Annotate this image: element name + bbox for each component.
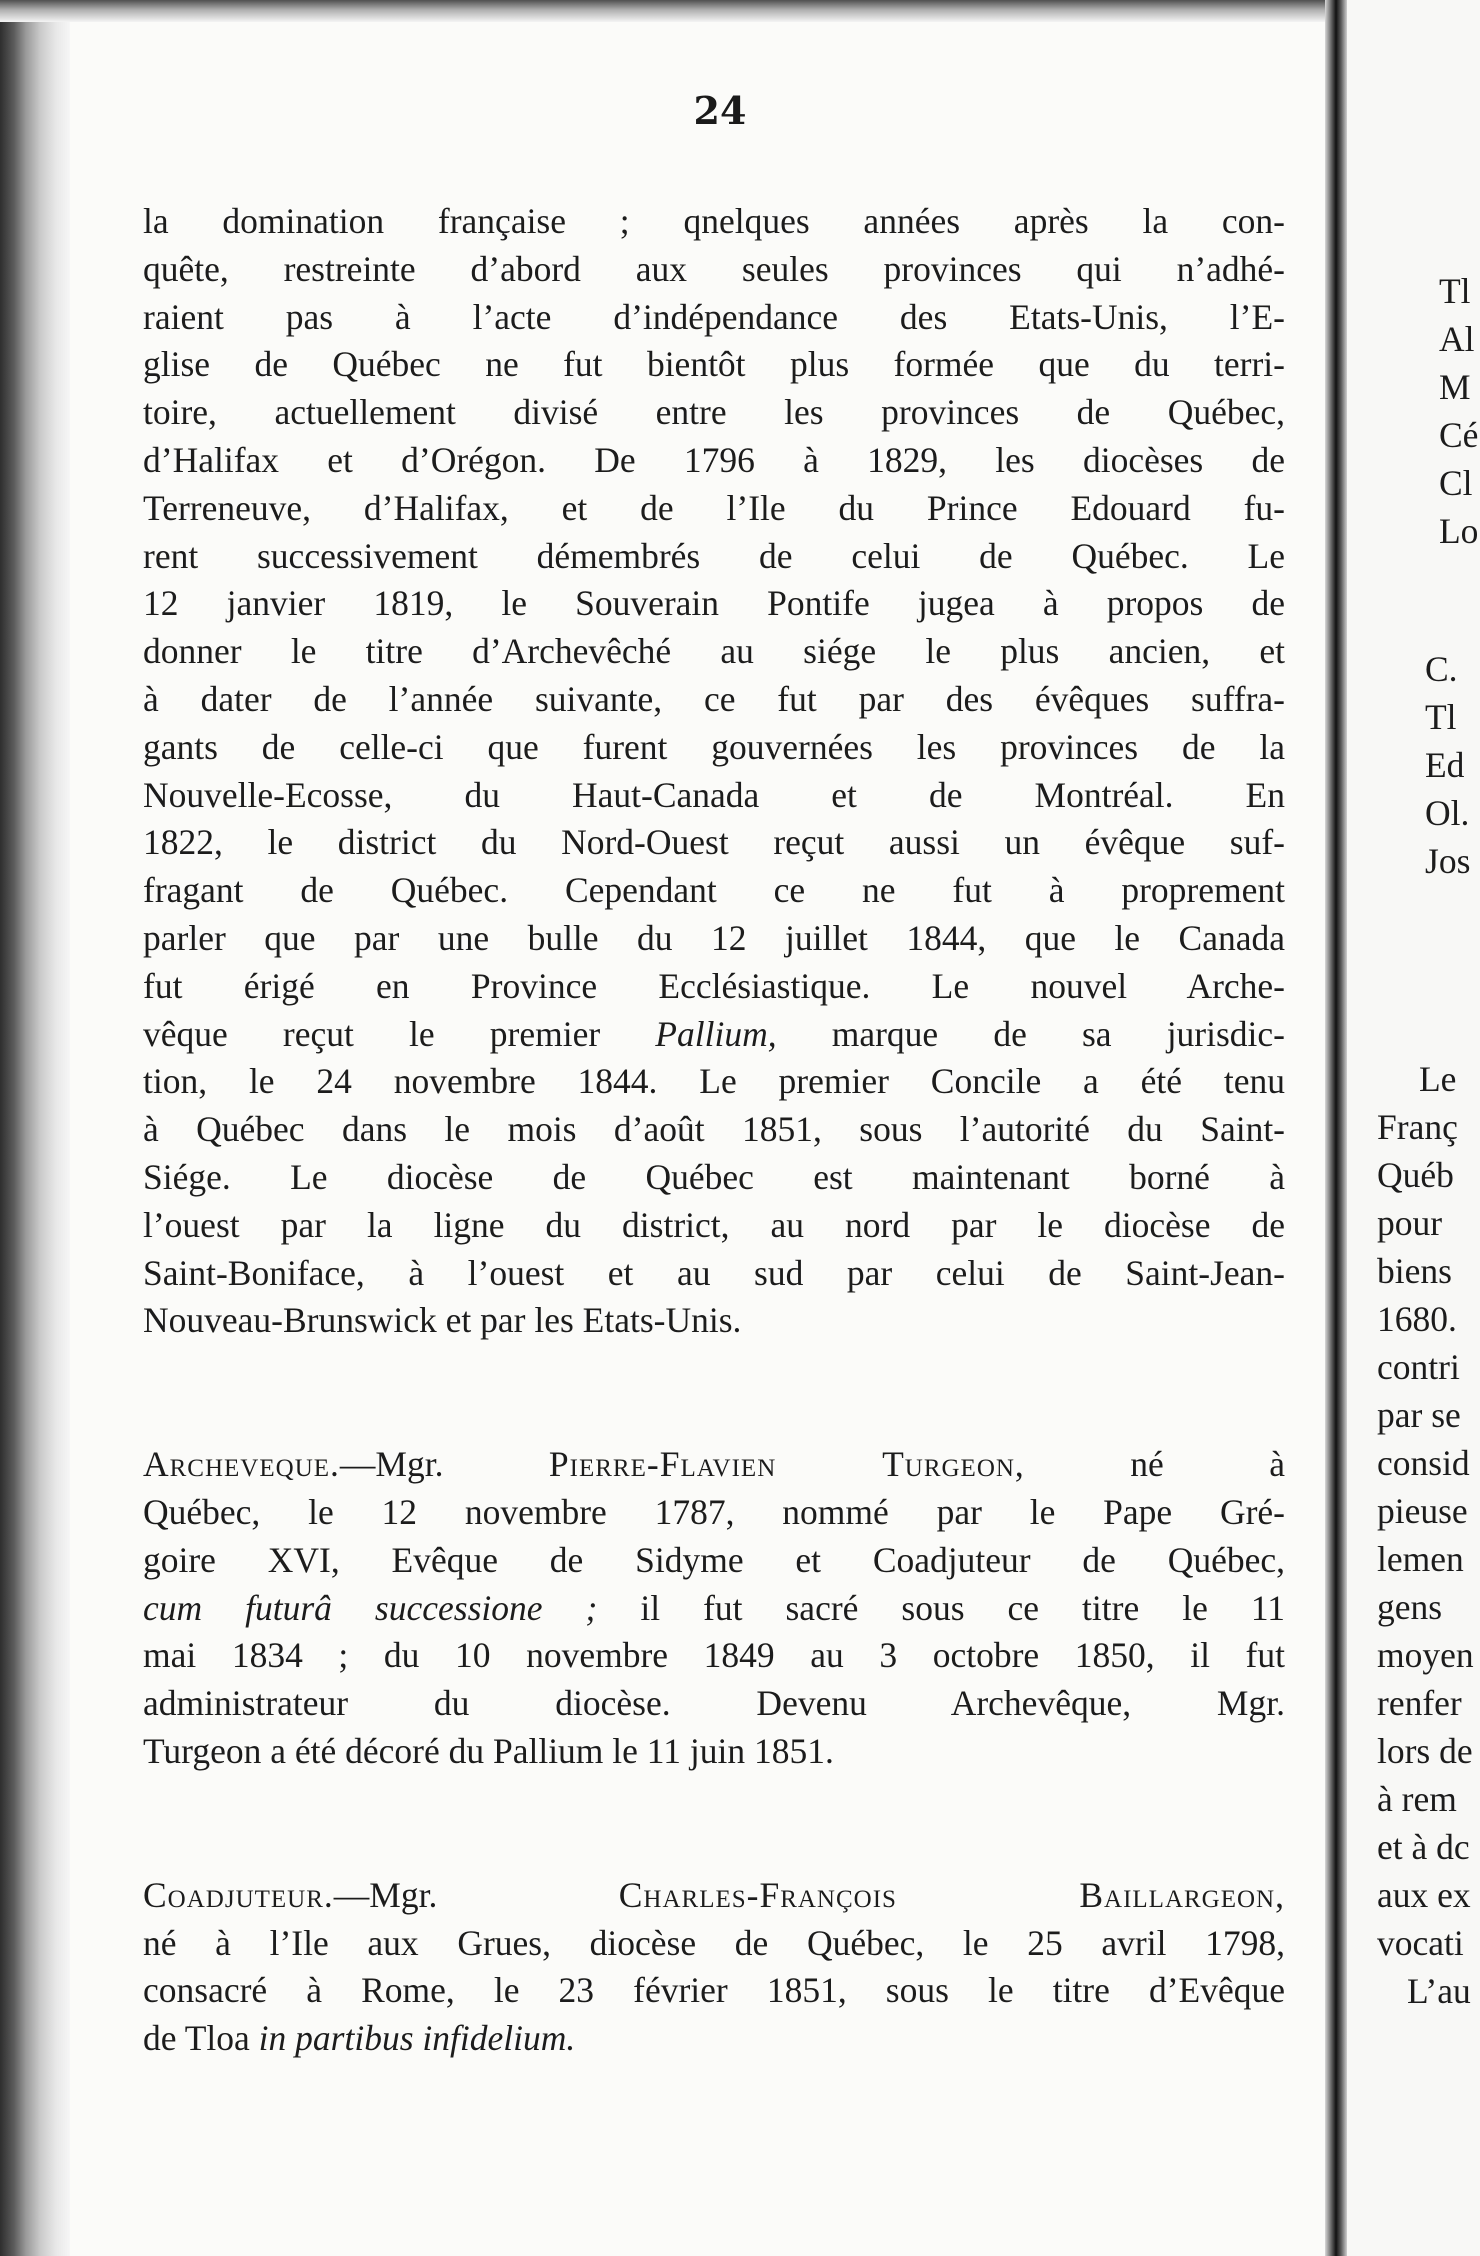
text-run: de Tloa — [143, 2018, 259, 2059]
facing-fragment: Ed — [1425, 745, 1465, 785]
text-line-latin — [143, 1585, 1285, 1633]
text-line: consacré à Rome, le 23 février 1851, sous le titre d’Evêque — [143, 1970, 1285, 2011]
text-line: parler que par une bulle du 12 juillet 1844, que le Canada — [143, 917, 1285, 958]
facing-fragment: contri — [1377, 1347, 1460, 1387]
facing-fragment: à rem — [1377, 1779, 1457, 1819]
entry-coadjuteur — [143, 1872, 1285, 2063]
text-line: Siége. Le diocèse de Québec est maintenant borné à — [143, 1156, 1285, 1197]
facing-fragment: moyen — [1377, 1635, 1474, 1675]
paragraph-spacer — [143, 1345, 1285, 1441]
text-line: quête, restreinte d’abord aux seules provinces qui n’adhé- — [143, 248, 1285, 289]
italic-latin-phrase: in partibus infidelium. — [258, 2018, 576, 2059]
page-body — [143, 198, 1285, 2063]
facing-fragment: Tl — [1439, 271, 1471, 311]
italic-pallium: Pallium, — [655, 1013, 777, 1054]
text-line: tion, le 24 novembre 1844. Le premier Concile a été tenu — [143, 1061, 1285, 1102]
book-gutter — [1325, 0, 1347, 2256]
text-line: glise de Québec ne fut bientôt plus formée que du terri- — [143, 344, 1285, 385]
facing-fragment: par se — [1377, 1395, 1461, 1435]
entry-heading: Archeveque. — [143, 1444, 340, 1485]
text-line: 1822, le district du Nord-Ouest reçut aussi un évêque suf- — [143, 822, 1285, 863]
facing-fragment: Ol. — [1425, 793, 1470, 833]
text-line: à dater de l’année suivante, ce fut par des évêques suffra- — [143, 678, 1285, 719]
text-line: l’ouest par la ligne du district, au nord par le diocèse de — [143, 1204, 1285, 1245]
text-run: né à — [1024, 1444, 1285, 1485]
facing-fragment: lemen — [1377, 1539, 1464, 1579]
text-line: Nouveau-Brunswick et par les Etats-Unis. — [143, 1300, 742, 1341]
page-number: 24 — [693, 88, 747, 133]
facing-fragment: vocati — [1377, 1923, 1464, 1963]
facing-fragment: Al — [1439, 319, 1475, 359]
person-name: Pierre-Flavien Turgeon, — [548, 1444, 1025, 1485]
text-run: marque de sa jurisdic- — [776, 1013, 1285, 1054]
text-run: —Mgr. — [339, 1444, 549, 1485]
text-run: —Mgr. — [333, 1874, 619, 1915]
facing-fragment: gens — [1377, 1587, 1443, 1627]
text-line-pallium — [143, 1011, 1285, 1059]
facing-fragment: pieuse — [1377, 1491, 1468, 1531]
text-line: fragant de Québec. Cependant ce ne fut à proprement — [143, 870, 1285, 911]
paragraph-spacer — [143, 1776, 1285, 1872]
facing-fragment: pour — [1377, 1203, 1443, 1243]
person-name: Charles-François Baillargeon, — [618, 1874, 1285, 1915]
paragraph-diocese-history — [143, 198, 1285, 1345]
facing-fragment: C. — [1425, 649, 1458, 689]
text-line: Nouvelle-Ecosse, du Haut-Canada et de Montréal. En — [143, 774, 1285, 815]
text-line: à Québec dans le mois d’août 1851, sous l’autorité du Saint- — [143, 1109, 1285, 1150]
text-line: toire, actuellement divisé entre les provinces de Québec, — [143, 392, 1285, 433]
text-line: mai 1834 ; du 10 novembre 1849 au 3 octobre 1850, il fut — [143, 1635, 1285, 1676]
entry-heading: Coadjuteur. — [143, 1874, 334, 1915]
entry-heading-line — [143, 1872, 1285, 1920]
facing-fragment: Lo — [1439, 511, 1479, 551]
text-line: gants de celle-ci que furent gouvernées les provinces de la — [143, 726, 1285, 767]
entry-archeveque — [143, 1441, 1285, 1776]
italic-latin-phrase: cum futurâ successione ; — [143, 1587, 598, 1628]
text-line: Turgeon a été décoré du Pallium le 11 juin 1851. — [143, 1730, 834, 1771]
facing-fragment: Franç — [1377, 1107, 1458, 1147]
facing-fragment: 1680. — [1377, 1299, 1457, 1339]
facing-fragment: Jos — [1425, 841, 1471, 881]
text-run: il fut sacré sous ce titre le 11 — [597, 1587, 1286, 1628]
facing-fragment: Le — [1419, 1059, 1457, 1099]
facing-fragment: lors de — [1377, 1731, 1473, 1771]
page-edge-left — [0, 0, 70, 2256]
facing-fragment: M — [1439, 367, 1471, 407]
text-line: administrateur du diocèse. Devenu Archevêque, Mgr. — [143, 1683, 1285, 1724]
text-line: Terreneuve, d’Halifax, et de l’Ile du Prince Edouard fu- — [143, 487, 1285, 528]
text-line: d’Halifax et d’Orégon. De 1796 à 1829, les diocèses de — [143, 439, 1285, 480]
facing-page-text — [1347, 0, 1480, 2256]
text-line: né à l’Ile aux Grues, diocèse de Québec, le 25 avril 1798, — [143, 1922, 1285, 1963]
facing-fragment: Tl — [1425, 697, 1457, 737]
text-line: goire XVI, Evêque de Sidyme et Coadjuteur de Québec, — [143, 1539, 1285, 1580]
text-line: la domination française ; qnelques années après la con- — [143, 201, 1285, 241]
facing-fragment: et à dc — [1377, 1827, 1470, 1867]
text-line: Québec, le 12 novembre 1787, nommé par le Pape Gré- — [143, 1491, 1285, 1532]
facing-fragment: aux ex — [1377, 1875, 1471, 1915]
facing-fragment: Québ — [1377, 1155, 1454, 1195]
text-line: 12 janvier 1819, le Souverain Pontife jugea à propos de — [143, 583, 1285, 624]
page-edge-top — [0, 0, 1480, 22]
text-line-latin — [143, 2015, 1285, 2063]
facing-fragment: consid — [1377, 1443, 1470, 1483]
entry-heading-line — [143, 1441, 1285, 1489]
text-line: Saint-Boniface, à l’ouest et au sud par celui de Saint-Jean- — [143, 1252, 1285, 1293]
facing-fragment: renfer — [1377, 1683, 1462, 1723]
text-line: rent successivement démembrés de celui de Québec. Le — [143, 535, 1285, 576]
text-line: raient pas à l’acte d’indépendance des Etats-Unis, l’E- — [143, 296, 1285, 337]
text-line: fut érigé en Province Ecclésiastique. Le nouvel Arche- — [143, 965, 1285, 1006]
facing-fragment: Cé — [1439, 415, 1479, 455]
facing-fragment: L’au — [1407, 1971, 1471, 2011]
facing-fragment: Cl — [1439, 463, 1473, 503]
text-run: vêque reçut le premier — [143, 1013, 656, 1054]
text-line: donner le titre d’Archevêché au siége le plus ancien, et — [143, 631, 1285, 672]
facing-fragment: biens — [1377, 1251, 1452, 1291]
